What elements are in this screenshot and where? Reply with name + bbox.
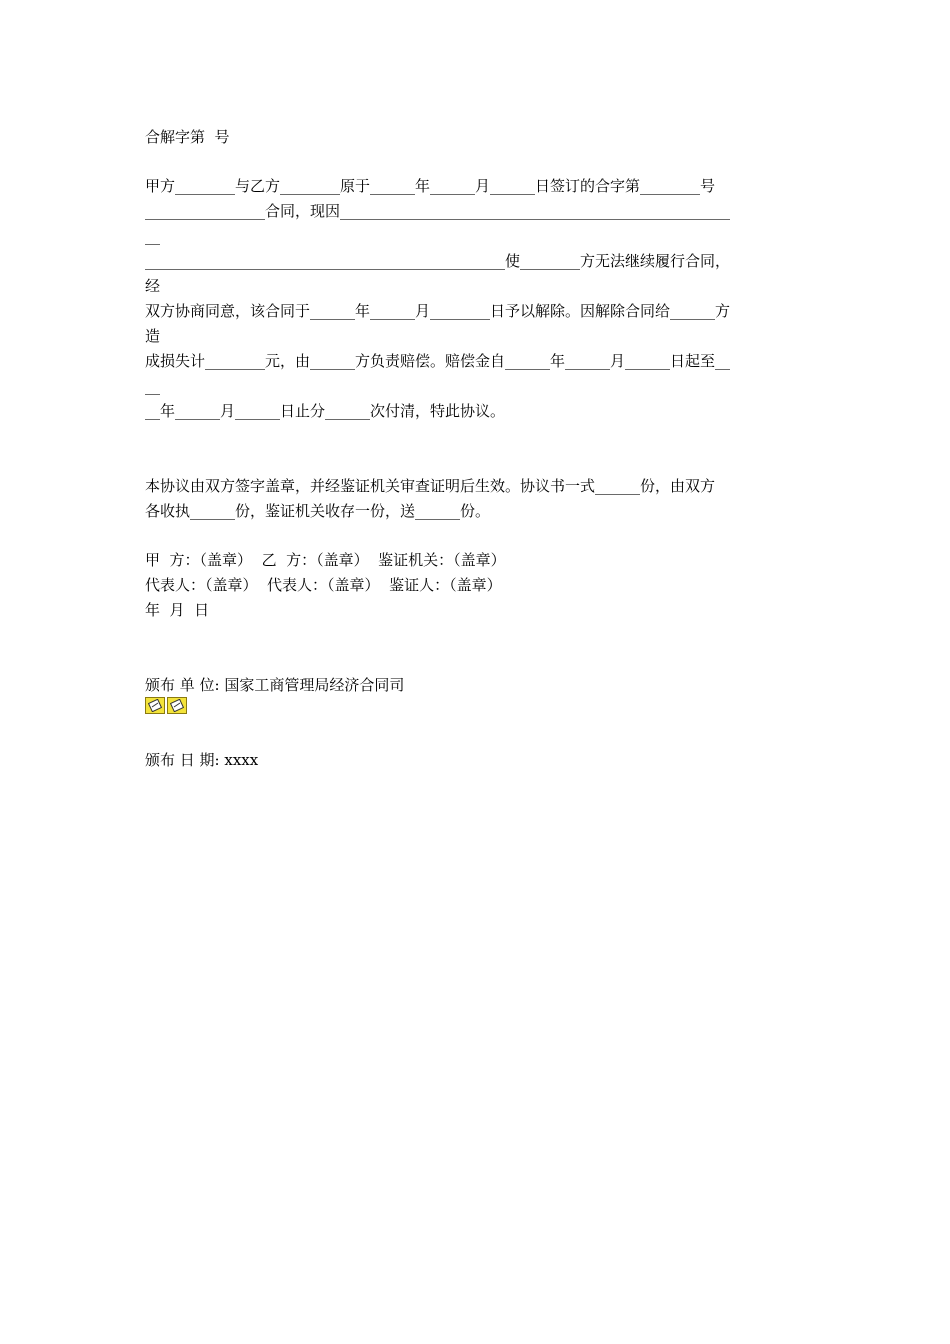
- effect-line-2: 各收执______份，鉴证机关收存一份，送______份。: [145, 502, 491, 520]
- document-icon[interactable]: [145, 697, 165, 714]
- body-line-4: ________________________________________________使________方无法继续履行合同，: [145, 252, 731, 270]
- publish-date-line: 颁布 日 期: xxxx: [145, 751, 259, 769]
- body-line-7: 造: [145, 327, 161, 345]
- effect-line-1: 本协议由双方签字盖章，并经鉴证机关审查证明后生效。协议书一式______份，由双方: [145, 477, 716, 495]
- signature-line-parties: 甲 方：（盖章） 乙 方：（盖章） 鉴证机关：（盖章）: [145, 551, 506, 569]
- publisher-line: 颁布 单 位: 国家工商管理局经济合同司: [145, 676, 405, 694]
- document-header: 合解字第 号: [145, 128, 230, 146]
- body-line-6: 双方协商同意，该合同于______年______月________日予以解除。因解除合同给______方: [145, 302, 731, 320]
- body-line-3: __: [145, 227, 160, 245]
- body-line-5: 经: [145, 277, 161, 295]
- body-line-1: 甲方________与乙方________原于______年______月______日签订的合字第________号: [145, 177, 716, 195]
- body-line-9: __: [145, 377, 160, 395]
- body-line-8: 成损失计________元，由______方负责赔偿。赔偿金自______年______月______日起至__: [145, 352, 731, 370]
- signature-line-date: 年 月 日: [145, 601, 210, 619]
- body-line-10: __年______月______日止分______次付清，特此协议。: [145, 402, 506, 420]
- signature-line-representatives: 代表人：（盖章） 代表人：（盖章） 鉴证人：（盖章）: [145, 576, 502, 594]
- document-icon[interactable]: [167, 697, 187, 714]
- body-line-2: ________________合同，现因____________________________________________________: [145, 202, 731, 220]
- attachment-icons: [145, 697, 187, 714]
